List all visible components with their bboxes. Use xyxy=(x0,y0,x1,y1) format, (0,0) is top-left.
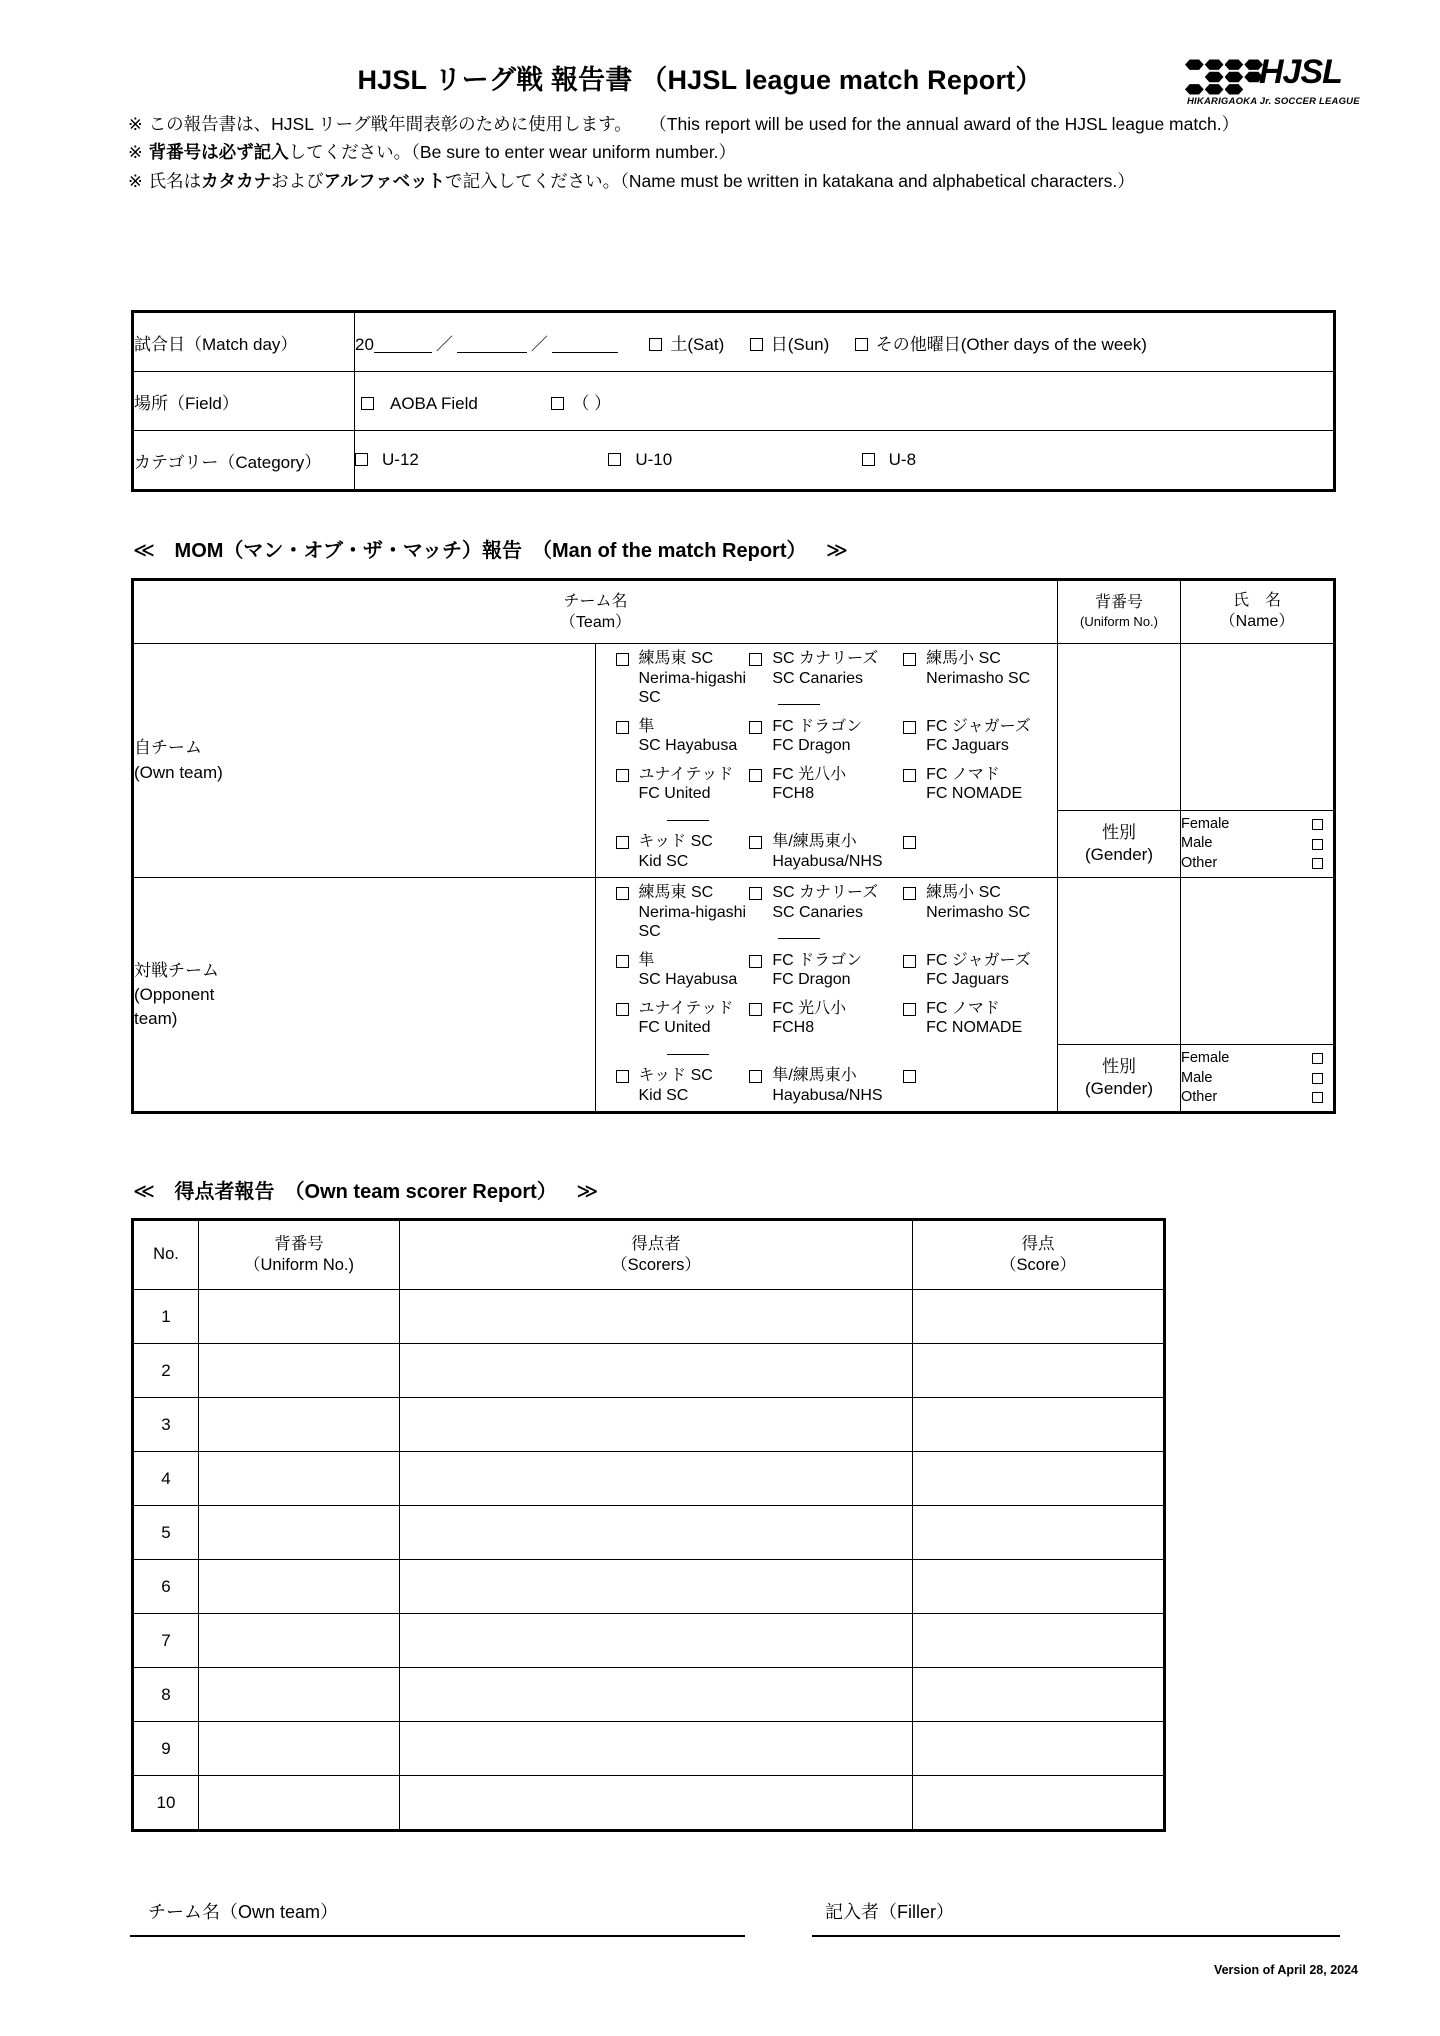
scorer-row-score-input[interactable] xyxy=(913,1398,1165,1452)
table-row xyxy=(133,1614,1165,1668)
scorer-col-uniform xyxy=(199,1220,400,1290)
table-row xyxy=(133,1668,1165,1722)
own-team-gender-label xyxy=(1058,811,1181,878)
mom-heading-text: MOM（マン・オブ・ザ・マッチ）報告 （Man of the match Report） xyxy=(174,540,807,562)
checkbox-opponent-team-9[interactable] xyxy=(616,1070,629,1083)
team-name-en-1: SC Canaries xyxy=(772,903,864,921)
team-name-jp-7: FC 光八小 xyxy=(772,765,847,783)
team-name-jp-3: 隼 xyxy=(638,951,655,969)
field-label: 場所（Field） xyxy=(133,372,355,431)
team-option-cell[interactable] xyxy=(596,712,750,760)
team-option-row xyxy=(596,1061,1058,1111)
checkbox-own-team-7[interactable] xyxy=(749,769,762,782)
label-other-day: その他曜日(Other days of the week) xyxy=(875,334,1147,354)
team-option-cell[interactable] xyxy=(596,1061,750,1111)
own-team-option-grid xyxy=(596,644,1058,877)
gender-label-female: Female xyxy=(1181,815,1230,832)
gender-option-female[interactable] xyxy=(1181,1049,1333,1069)
scorer-row-no: 1 xyxy=(133,1290,199,1344)
scorer-col-scorers xyxy=(400,1220,913,1290)
scorer-row-scorer-input[interactable] xyxy=(400,1344,913,1398)
scorer-row-no: 9 xyxy=(133,1722,199,1776)
team-option-cell[interactable] xyxy=(596,946,750,994)
team-name-en-3: SC Hayabusa xyxy=(638,971,738,989)
gender-label-jp: 性別 xyxy=(1102,1057,1136,1077)
team-name-jp-2: 練馬小 SC xyxy=(926,650,1001,667)
team-name-jp-8: FC ノマド xyxy=(926,999,1000,1017)
mom-team-header-jp: チーム名 xyxy=(563,592,628,610)
checkbox-own-gender-male[interactable] xyxy=(1312,839,1323,850)
scorer-row-score-input[interactable] xyxy=(913,1668,1165,1722)
team-option-cell[interactable] xyxy=(903,644,1057,712)
scorer-row-score-input[interactable] xyxy=(913,1344,1165,1398)
opponent-team-gender-options xyxy=(1181,1045,1335,1113)
table-row xyxy=(133,1344,1165,1398)
gender-label-other: Other xyxy=(1181,1089,1218,1106)
team-name-en-6: FC United xyxy=(638,785,711,803)
opponent-team-label-jp: 対戦チーム xyxy=(134,960,219,980)
checkbox-opponent-team-3[interactable] xyxy=(616,955,629,968)
scorer-section-heading xyxy=(133,1175,598,1204)
table-row xyxy=(133,1290,1165,1344)
team-name-en-8: FC NOMADE xyxy=(926,785,1023,803)
own-team-label-jp: 自チーム xyxy=(134,738,202,758)
checkbox-opponent-team-1[interactable] xyxy=(749,887,762,900)
team-name-en-2: Nerimasho SC xyxy=(926,669,1031,687)
checkbox-own-team-6[interactable] xyxy=(616,769,629,782)
team-option-row xyxy=(596,644,1058,712)
team-option-cell[interactable] xyxy=(903,878,1057,946)
team-name-en-2: Nerimasho SC xyxy=(926,903,1031,921)
opponent-team-label-en1: (Opponent xyxy=(134,984,215,1004)
team-name-jp-9: キッド SC xyxy=(638,833,713,851)
gender-option-other[interactable] xyxy=(1181,1088,1333,1108)
team-name-en-8: FC NOMADE xyxy=(926,1019,1023,1037)
mom-header-row xyxy=(133,580,1335,644)
scorer-row-scorer-input[interactable] xyxy=(400,1722,913,1776)
checkbox-opponent-team-6[interactable] xyxy=(616,1003,629,1016)
checkbox-opponent-team-5[interactable] xyxy=(903,955,916,968)
checkbox-own-team-0[interactable] xyxy=(616,653,629,666)
team-option-row xyxy=(596,827,1058,877)
checkbox-aoba-field[interactable] xyxy=(361,397,374,410)
date-slash-1: ／ xyxy=(435,334,453,354)
mom-team-header-en: （Team） xyxy=(559,614,632,631)
gender-label-male: Male xyxy=(1181,1069,1213,1086)
gender-label-jp: 性別 xyxy=(1102,823,1136,843)
scorer-row-uniform-input[interactable] xyxy=(199,1506,400,1560)
checkbox-opponent-team-2[interactable] xyxy=(903,887,916,900)
team-name-jp-8: FC ノマド xyxy=(926,765,1000,783)
checkbox-opponent-team-7[interactable] xyxy=(749,1003,762,1016)
note-3-en: （Name must be written in katakana and alphabetical characters.） xyxy=(620,170,1135,191)
opponent-team-label-en2: team) xyxy=(134,1008,178,1028)
scorer-row-scorer-input[interactable] xyxy=(400,1614,913,1668)
checkbox-other-day[interactable] xyxy=(855,338,868,351)
scorer-row-score-input[interactable] xyxy=(913,1452,1165,1506)
checkbox-opponent-team-0[interactable] xyxy=(616,887,629,900)
note-3-jp-lead: 氏名は xyxy=(148,170,202,191)
note-marker-icon: ※ xyxy=(128,114,143,134)
opponent-team-options-cell xyxy=(595,878,1058,1113)
footer-filler-label: 記入者（Filler） xyxy=(825,1902,954,1922)
scorer-col-scorers-jp: 得点者 xyxy=(631,1234,681,1253)
checkbox-u12[interactable] xyxy=(355,453,368,466)
field-value-cell xyxy=(355,372,1335,431)
mom-table xyxy=(131,578,1336,1114)
page-title: HJSL リーグ戦 報告書 （HJSL league match Report） xyxy=(357,65,1043,95)
team-name-jp-0: 練馬東 SC xyxy=(638,884,714,902)
scorer-row-no: 8 xyxy=(133,1668,199,1722)
team-option-cell[interactable] xyxy=(903,712,1057,760)
scorer-col-no xyxy=(133,1220,199,1290)
scorer-row-scorer-input[interactable] xyxy=(400,1398,913,1452)
checkbox-opponent-gender-female[interactable] xyxy=(1312,1053,1323,1064)
team-name-en-4: FC Dragon xyxy=(772,971,851,989)
mom-uniform-header xyxy=(1058,580,1181,644)
scorer-row-no: 3 xyxy=(133,1398,199,1452)
team-option-cell[interactable] xyxy=(903,946,1057,994)
year-prefix: 20 xyxy=(355,334,374,354)
note-item-1 xyxy=(128,110,1378,138)
own-team-label-en: (Own team) xyxy=(134,762,223,782)
team-option-cell[interactable] xyxy=(749,1061,903,1111)
note-marker-icon: ※ xyxy=(128,170,143,191)
table-row-field xyxy=(133,372,1335,431)
team-name-jp-4: FC ドラゴン xyxy=(772,951,863,969)
footer-own-team-label: チーム名（Own team） xyxy=(148,1902,339,1922)
checkbox-own-gender-other[interactable] xyxy=(1312,858,1323,869)
scorer-row-uniform-input[interactable] xyxy=(199,1344,400,1398)
scorer-row-score-input[interactable] xyxy=(913,1506,1165,1560)
gender-label-female: Female xyxy=(1181,1049,1230,1066)
team-option-cell[interactable] xyxy=(596,878,750,946)
month-input[interactable] xyxy=(457,337,527,353)
heading-close-guillemet-icon: ≫ xyxy=(826,539,849,562)
team-name-jp-4: FC ドラゴン xyxy=(772,717,863,735)
note-1-en: （This report will be used for the annual award of the HJSL league match.） xyxy=(658,114,1240,134)
scorer-row-uniform-input[interactable] xyxy=(199,1560,400,1614)
checkbox-sunday[interactable] xyxy=(750,338,763,351)
team-name-en-0: Nerima-higashi SC xyxy=(638,903,747,941)
scorer-row-no: 2 xyxy=(133,1344,199,1398)
table-row-category xyxy=(133,431,1335,491)
note-3-jp-mid: および xyxy=(271,170,324,191)
team-name-en-5: FC Jaguars xyxy=(926,737,1009,755)
opponent-team-label xyxy=(133,878,596,1113)
table-row-match-day xyxy=(133,312,1335,372)
checkbox-own-team-10[interactable] xyxy=(749,836,762,849)
team-name-en-3: SC Hayabusa xyxy=(638,737,738,755)
gender-label-en: (Gender) xyxy=(1084,845,1154,865)
team-name-en-9: Kid SC xyxy=(638,1086,689,1104)
checkbox-opponent-team-4[interactable] xyxy=(749,955,762,968)
team-option-cell[interactable] xyxy=(749,760,903,828)
scorer-row-scorer-input[interactable] xyxy=(400,1776,913,1831)
note-item-2 xyxy=(128,138,1378,166)
scorer-row-uniform-input[interactable] xyxy=(199,1668,400,1722)
own-team-uniform-input[interactable] xyxy=(1058,644,1181,811)
note-marker-icon: ※ xyxy=(128,142,143,163)
team-option-cell[interactable] xyxy=(749,644,903,712)
scorer-row-no: 6 xyxy=(133,1560,199,1614)
note-3-jp-rest: で記入してください。 xyxy=(445,170,621,191)
scorer-col-uniform-jp: 背番号 xyxy=(274,1234,324,1253)
scorer-row-uniform-input[interactable] xyxy=(199,1722,400,1776)
label-u10: U-10 xyxy=(635,450,673,469)
checkbox-opponent-gender-other[interactable] xyxy=(1312,1092,1323,1103)
scorer-row-uniform-input[interactable] xyxy=(199,1398,400,1452)
team-option-cell[interactable] xyxy=(596,644,750,712)
label-sunday: 日(Sun) xyxy=(770,334,830,354)
team-name-en-7: FCH8 xyxy=(772,1019,815,1037)
team-name-jp-2: 練馬小 SC xyxy=(926,884,1001,902)
heading-close-guillemet-icon: ≫ xyxy=(576,1180,599,1203)
team-name-jp-10: 隼/練馬東小 xyxy=(772,833,857,851)
team-option-cell[interactable] xyxy=(903,1061,1057,1111)
match-day-label: 試合日（Match day） xyxy=(133,312,355,372)
footer-own-team-line[interactable] xyxy=(130,1935,745,1937)
mom-team-header xyxy=(133,580,1058,644)
team-option-cell[interactable] xyxy=(749,878,903,946)
scorer-row-no: 4 xyxy=(133,1452,199,1506)
checkbox-opponent-gender-male[interactable] xyxy=(1312,1073,1323,1084)
scorer-row-score-input[interactable] xyxy=(913,1290,1165,1344)
checkbox-saturday[interactable] xyxy=(649,338,662,351)
mom-uniform-header-jp: 背番号 xyxy=(1094,594,1143,612)
footer-filler-line[interactable] xyxy=(812,1935,1340,1937)
scorer-row-uniform-input[interactable] xyxy=(199,1776,400,1831)
team-name-suffix-input-6[interactable] xyxy=(667,1040,709,1055)
scorer-col-uniform-en: （Uniform No.) xyxy=(243,1256,354,1274)
team-option-cell[interactable] xyxy=(596,994,750,1062)
own-team-label xyxy=(133,644,596,878)
own-team-options-cell xyxy=(595,644,1058,878)
scorer-col-scorers-en: （Scorers） xyxy=(611,1256,701,1274)
checkbox-own-team-2[interactable] xyxy=(903,653,916,666)
checkbox-other-field[interactable] xyxy=(551,397,564,410)
team-name-en-10: Hayabusa/NHS xyxy=(772,1086,883,1104)
opponent-team-gender-label xyxy=(1058,1045,1181,1113)
scorer-heading-text: 得点者報告 （Own team scorer Report） xyxy=(174,1181,557,1203)
team-name-en-10: Hayabusa/NHS xyxy=(772,852,883,870)
table-row xyxy=(133,1398,1165,1452)
instruction-notes xyxy=(128,110,1378,195)
team-option-row xyxy=(596,946,1058,994)
gender-label-male: Male xyxy=(1181,835,1213,852)
checkbox-opponent-team-8[interactable] xyxy=(903,1003,916,1016)
team-name-en-5: FC Jaguars xyxy=(926,971,1009,989)
team-name-en-6: FC United xyxy=(638,1019,711,1037)
mom-uniform-header-en: (Uniform No.) xyxy=(1079,613,1158,629)
gender-option-other[interactable] xyxy=(1181,854,1333,874)
team-option-cell[interactable] xyxy=(596,760,750,828)
note-2-en: （Be sure to enter wear uniform number.） xyxy=(411,142,737,163)
gender-label-other: Other xyxy=(1181,854,1218,871)
team-name-suffix-input-1[interactable] xyxy=(778,690,820,705)
opponent-team-name-input[interactable] xyxy=(1181,878,1335,1045)
gender-option-male[interactable] xyxy=(1181,1069,1333,1089)
team-name-en-7: FCH8 xyxy=(772,785,815,803)
team-name-jp-7: FC 光八小 xyxy=(772,999,847,1017)
label-other-field: （ ） xyxy=(572,393,612,413)
checkbox-u10[interactable] xyxy=(608,453,621,466)
team-option-cell[interactable] xyxy=(596,827,750,877)
scorer-table xyxy=(131,1218,1166,1832)
checkbox-own-team-9[interactable] xyxy=(616,836,629,849)
checkbox-own-team-3[interactable] xyxy=(616,721,629,734)
team-option-cell[interactable] xyxy=(749,946,903,994)
scorer-row-scorer-input[interactable] xyxy=(400,1290,913,1344)
team-option-row xyxy=(596,760,1058,828)
checkbox-opponent-team-11[interactable] xyxy=(903,1070,916,1083)
document-version: Version of April 28, 2024 xyxy=(1213,1963,1358,1977)
gender-option-male[interactable] xyxy=(1181,834,1333,854)
checkbox-own-team-5[interactable] xyxy=(903,721,916,734)
team-name-jp-6: ユナイテッド xyxy=(638,999,734,1017)
soccer-ball-pattern-icon xyxy=(1185,59,1263,95)
note-3-jp-bold1: カタカナ xyxy=(201,170,272,191)
team-option-row xyxy=(596,712,1058,760)
scorer-col-score-en: （Score） xyxy=(999,1256,1077,1274)
team-name-jp-1: SC カナリーズ xyxy=(772,650,879,667)
label-u8: U-8 xyxy=(888,450,917,469)
team-option-cell[interactable] xyxy=(749,712,903,760)
checkbox-own-team-11[interactable] xyxy=(903,836,916,849)
own-team-main-row xyxy=(133,644,1335,811)
table-row xyxy=(133,1452,1165,1506)
gender-option-female[interactable] xyxy=(1181,815,1333,835)
table-row xyxy=(133,1722,1165,1776)
scorer-row-score-input[interactable] xyxy=(913,1614,1165,1668)
team-name-en-0: Nerima-higashi SC xyxy=(638,669,747,707)
scorer-row-no: 5 xyxy=(133,1506,199,1560)
team-name-jp-5: FC ジャガーズ xyxy=(926,717,1031,735)
note-2-jp-bold: 背番号は必ず記入 xyxy=(148,142,289,163)
team-name-suffix-input-1[interactable] xyxy=(778,924,820,939)
page-header xyxy=(0,0,1440,110)
scorer-row-scorer-input[interactable] xyxy=(400,1506,913,1560)
opponent-team-main-row xyxy=(133,878,1335,1045)
checkbox-own-team-4[interactable] xyxy=(749,721,762,734)
team-option-cell[interactable] xyxy=(903,827,1057,877)
mom-name-header-jp: 氏 名 xyxy=(1232,592,1281,610)
team-name-jp-9: キッド SC xyxy=(638,1067,713,1085)
mom-name-header xyxy=(1181,580,1335,644)
scorer-col-score xyxy=(913,1220,1165,1290)
scorer-row-uniform-input[interactable] xyxy=(199,1614,400,1668)
team-name-jp-6: ユナイテッド xyxy=(638,765,734,783)
own-team-name-input[interactable] xyxy=(1181,644,1335,811)
team-name-jp-0: 練馬東 SC xyxy=(638,650,714,667)
mom-name-header-en: （Name） xyxy=(1219,613,1295,630)
table-row xyxy=(133,1560,1165,1614)
scorer-row-score-input[interactable] xyxy=(913,1560,1165,1614)
own-team-gender-options xyxy=(1181,811,1335,878)
team-option-cell[interactable] xyxy=(903,994,1057,1062)
team-option-cell[interactable] xyxy=(749,827,903,877)
logo-wordmark: HJSL xyxy=(1259,53,1342,91)
team-name-jp-3: 隼 xyxy=(638,717,655,735)
gender-label-en: (Gender) xyxy=(1084,1079,1154,1099)
team-option-cell[interactable] xyxy=(749,994,903,1062)
team-name-jp-1: SC カナリーズ xyxy=(772,884,879,902)
team-option-row xyxy=(596,878,1058,946)
scorer-row-no: 10 xyxy=(133,1776,199,1831)
scorer-row-score-input[interactable] xyxy=(913,1722,1165,1776)
scorer-col-no-jp: No. xyxy=(153,1245,179,1264)
scorer-row-scorer-input[interactable] xyxy=(400,1452,913,1506)
opponent-team-uniform-input[interactable] xyxy=(1058,878,1181,1045)
checkbox-own-team-1[interactable] xyxy=(749,653,762,666)
scorer-row-no: 7 xyxy=(133,1614,199,1668)
hjsl-logo xyxy=(1185,55,1360,113)
scorer-col-score-jp: 得点 xyxy=(1021,1234,1055,1253)
note-1-jp: この報告書は、HJSL リーグ戦年間表彰のために使用します。 xyxy=(148,114,624,134)
note-item-3 xyxy=(128,167,1378,195)
team-option-cell[interactable] xyxy=(903,760,1057,828)
scorer-row-uniform-input[interactable] xyxy=(199,1452,400,1506)
team-name-en-9: Kid SC xyxy=(638,852,689,870)
category-value-cell xyxy=(355,431,1335,491)
team-option-row xyxy=(596,994,1058,1062)
date-slash-2: ／ xyxy=(530,334,548,354)
team-name-en-1: SC Canaries xyxy=(772,669,864,687)
heading-open-guillemet-icon: ≪ xyxy=(133,539,155,562)
label-aoba-field: AOBA Field xyxy=(390,393,478,413)
label-saturday: 土(Sat) xyxy=(670,334,725,354)
category-label: カテゴリー（Category） xyxy=(133,431,355,491)
table-row xyxy=(133,1506,1165,1560)
match-info-table xyxy=(131,310,1336,492)
label-u12: U-12 xyxy=(382,450,419,469)
team-name-jp-10: 隼/練馬東小 xyxy=(772,1067,857,1085)
team-name-jp-5: FC ジャガーズ xyxy=(926,951,1031,969)
note-2-jp-rest: してください。 xyxy=(288,142,412,163)
checkbox-own-gender-female[interactable] xyxy=(1312,819,1323,830)
day-input[interactable] xyxy=(552,337,618,353)
note-3-jp-bold2: アルファベット xyxy=(323,170,446,191)
match-day-value-cell xyxy=(355,312,1335,372)
scorer-row-scorer-input[interactable] xyxy=(400,1560,913,1614)
scorer-row-uniform-input[interactable] xyxy=(199,1290,400,1344)
scorer-row-score-input[interactable] xyxy=(913,1776,1165,1831)
checkbox-own-team-8[interactable] xyxy=(903,769,916,782)
logo-subtitle: HIKARIGAOKA Jr. SOCCER LEAGUE xyxy=(1187,96,1360,107)
team-name-suffix-input-6[interactable] xyxy=(667,806,709,821)
mom-section-heading xyxy=(133,534,848,563)
checkbox-opponent-team-10[interactable] xyxy=(749,1070,762,1083)
scorer-row-scorer-input[interactable] xyxy=(400,1668,913,1722)
heading-open-guillemet-icon: ≪ xyxy=(133,1180,155,1203)
team-name-en-4: FC Dragon xyxy=(772,737,851,755)
checkbox-u8[interactable] xyxy=(862,453,875,466)
table-row xyxy=(133,1776,1165,1831)
scorer-header-row xyxy=(133,1220,1165,1290)
year-input[interactable] xyxy=(374,337,432,353)
opponent-team-option-grid xyxy=(596,878,1058,1111)
